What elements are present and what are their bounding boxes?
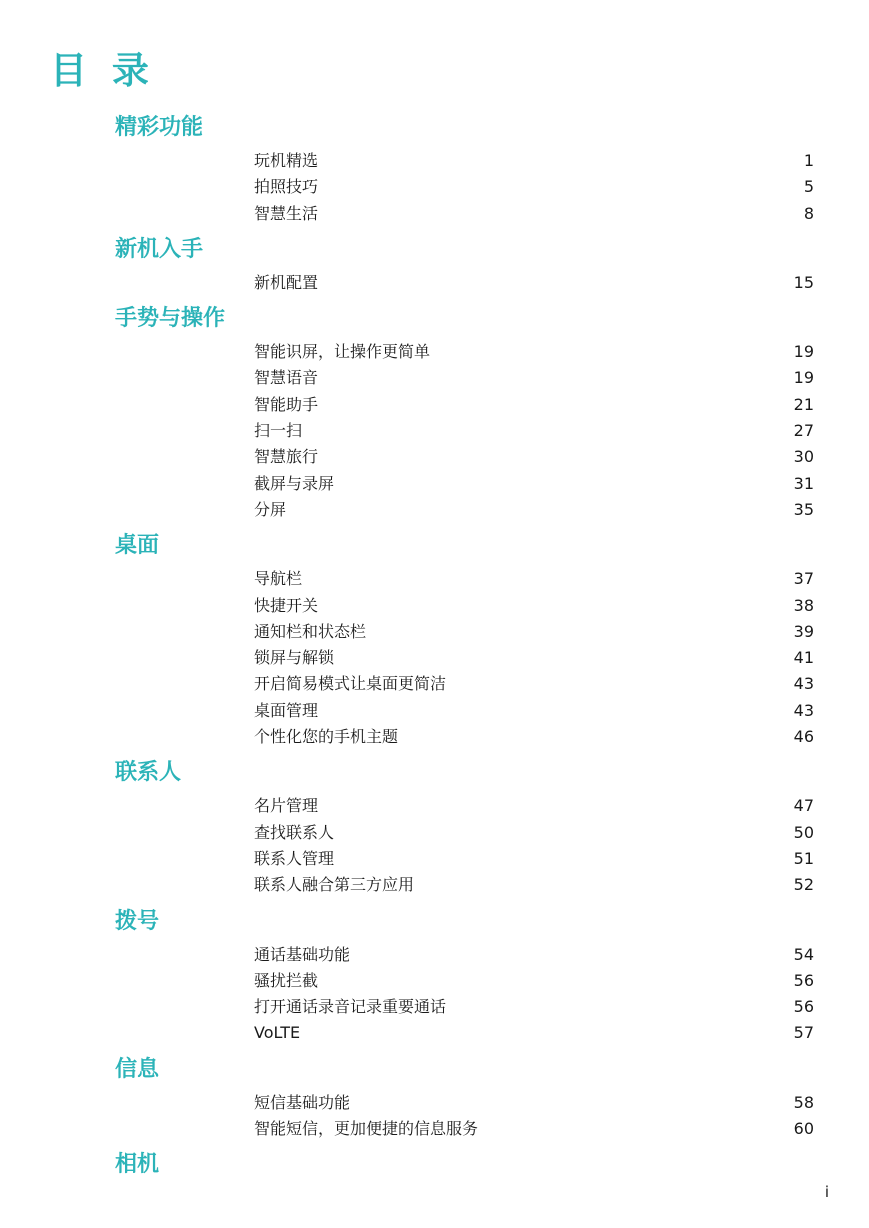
toc-entry-label: 新机配置: [254, 272, 319, 292]
page-number: i: [824, 1183, 829, 1201]
toc-section: [0, 526, 869, 753]
toc-entry-page: 38: [793, 595, 814, 615]
toc-entry-page: 8: [803, 203, 814, 223]
toc-entry[interactable]: [0, 1116, 869, 1142]
toc-entry[interactable]: [0, 497, 869, 523]
toc-entry[interactable]: [0, 724, 869, 750]
toc-entry-page: 52: [793, 875, 814, 895]
toc-entry-page: 35: [793, 499, 814, 519]
toc-entry-label: 扫一扫: [254, 421, 303, 441]
toc-entry-page: 37: [793, 569, 814, 589]
toc-entry-label: 查找联系人: [254, 822, 335, 842]
toc-entry[interactable]: [0, 1090, 869, 1116]
toc-entry-label: 玩机精选: [254, 151, 319, 170]
toc-section: [0, 1050, 869, 1146]
toc-section: [0, 753, 869, 901]
toc-entry-label: 智慧旅行: [254, 447, 319, 467]
toc-entry-page: 51: [793, 848, 814, 868]
toc-entry[interactable]: [0, 201, 869, 227]
toc-entry[interactable]: [0, 418, 869, 444]
toc-entry-page: 47: [793, 796, 814, 816]
toc-entry-page: 60: [793, 1119, 814, 1139]
toc-entry-page: 39: [793, 621, 814, 641]
toc-entry[interactable]: [0, 942, 869, 968]
toc-entry-page: 56: [793, 970, 814, 990]
toc-entry[interactable]: [0, 270, 869, 296]
toc-entry-label: 截屏与录屏: [254, 473, 335, 493]
toc-entry-page: 15: [793, 272, 814, 292]
toc-entry[interactable]: [0, 566, 869, 592]
toc-entry[interactable]: [0, 793, 869, 819]
toc-entry[interactable]: [0, 968, 869, 994]
toc-entry-page: 21: [793, 394, 814, 414]
toc-entry-label: 智能助手: [254, 394, 319, 414]
toc-section: [0, 108, 869, 230]
toc-entry-label: 通话基础功能: [254, 944, 351, 964]
toc-entry-page: 43: [793, 700, 814, 720]
toc-entry-label: 拍照技巧: [254, 177, 319, 197]
toc-entry[interactable]: [0, 645, 869, 671]
toc-entry-label: 导航栏: [254, 569, 303, 589]
toc-entry[interactable]: [0, 365, 869, 391]
toc-entry-label: 联系人管理: [254, 848, 335, 868]
toc-entry-page: 30: [793, 447, 814, 467]
toc-entry[interactable]: [0, 698, 869, 724]
toc-entry-page: 58: [793, 1092, 814, 1112]
toc-entry[interactable]: [0, 846, 869, 872]
section-title[interactable]: 信息: [115, 1056, 160, 1082]
toc-entry[interactable]: [0, 820, 869, 846]
section-title[interactable]: 手势与操作: [115, 306, 226, 332]
toc-entry-page: 27: [793, 421, 814, 441]
toc-entry-page: 5: [803, 177, 814, 197]
toc-entry-label: 智慧语音: [254, 368, 319, 388]
toc-entry-label: 桌面管理: [254, 700, 319, 720]
toc-entry-page: 50: [793, 822, 814, 842]
section-title[interactable]: 桌面: [115, 533, 160, 559]
toc-entry-label: VoLTE: [254, 1023, 301, 1043]
toc-entry[interactable]: [0, 174, 869, 200]
page-title: 目 录: [50, 49, 155, 92]
toc-entry[interactable]: [0, 593, 869, 619]
toc-entry[interactable]: [0, 1020, 869, 1046]
toc-entry-label: 打开通话录音记录重要通话: [254, 997, 447, 1017]
toc-entry[interactable]: [0, 444, 869, 470]
toc-section: [0, 299, 869, 526]
toc-entry-label: 短信基础功能: [254, 1092, 351, 1112]
toc-entry-label: 通知栏和状态栏: [254, 621, 367, 641]
toc-entry[interactable]: [0, 872, 869, 898]
toc-entry-label: 锁屏与解锁: [254, 648, 335, 668]
toc-entry-label: 名片管理: [254, 796, 319, 816]
toc-section: [0, 230, 869, 299]
toc-entry-page: 41: [793, 648, 814, 668]
section-title[interactable]: 相机: [115, 1152, 160, 1178]
toc-entry-label: 智能识屏，让操作更简单: [254, 342, 431, 362]
toc-entry[interactable]: [0, 339, 869, 365]
toc-entry-page: 19: [793, 342, 814, 362]
toc-entry-page: 57: [793, 1023, 814, 1043]
toc-entry-label: 分屏: [254, 499, 287, 519]
toc-entry-label: 个性化您的手机主题: [254, 727, 399, 747]
toc-entry[interactable]: [0, 148, 869, 174]
toc-entry-page: 1: [803, 151, 814, 170]
toc-entry-page: 31: [793, 473, 814, 493]
toc-entry[interactable]: [0, 392, 869, 418]
toc-entry-page: 19: [793, 368, 814, 388]
toc-entry-page: 54: [793, 944, 814, 964]
toc-section: [0, 1145, 869, 1185]
toc-entry-page: 56: [793, 997, 814, 1017]
toc-entry-label: 骚扰拦截: [254, 970, 319, 990]
toc-entry[interactable]: [0, 994, 869, 1020]
toc-entry-label: 快捷开关: [254, 595, 319, 615]
toc-section: [0, 902, 869, 1050]
toc-entry-label: 智慧生活: [254, 203, 319, 223]
section-title[interactable]: 拨号: [115, 908, 160, 934]
toc-entry[interactable]: [0, 471, 869, 497]
section-title[interactable]: 精彩功能: [115, 115, 204, 140]
toc-entry-page: 46: [793, 727, 814, 747]
toc-entry-label: 开启简易模式让桌面更简洁: [254, 674, 447, 694]
toc-entry-label: 智能短信，更加便捷的信息服务: [254, 1119, 479, 1139]
table-of-contents: [0, 108, 869, 1185]
toc-entry-page: 43: [793, 674, 814, 694]
toc-entry-label: 联系人融合第三方应用: [254, 875, 415, 895]
toc-entry[interactable]: [0, 619, 869, 645]
toc-entry[interactable]: [0, 671, 869, 697]
section-title[interactable]: 新机入手: [115, 236, 204, 262]
section-title[interactable]: 联系人: [115, 760, 182, 786]
